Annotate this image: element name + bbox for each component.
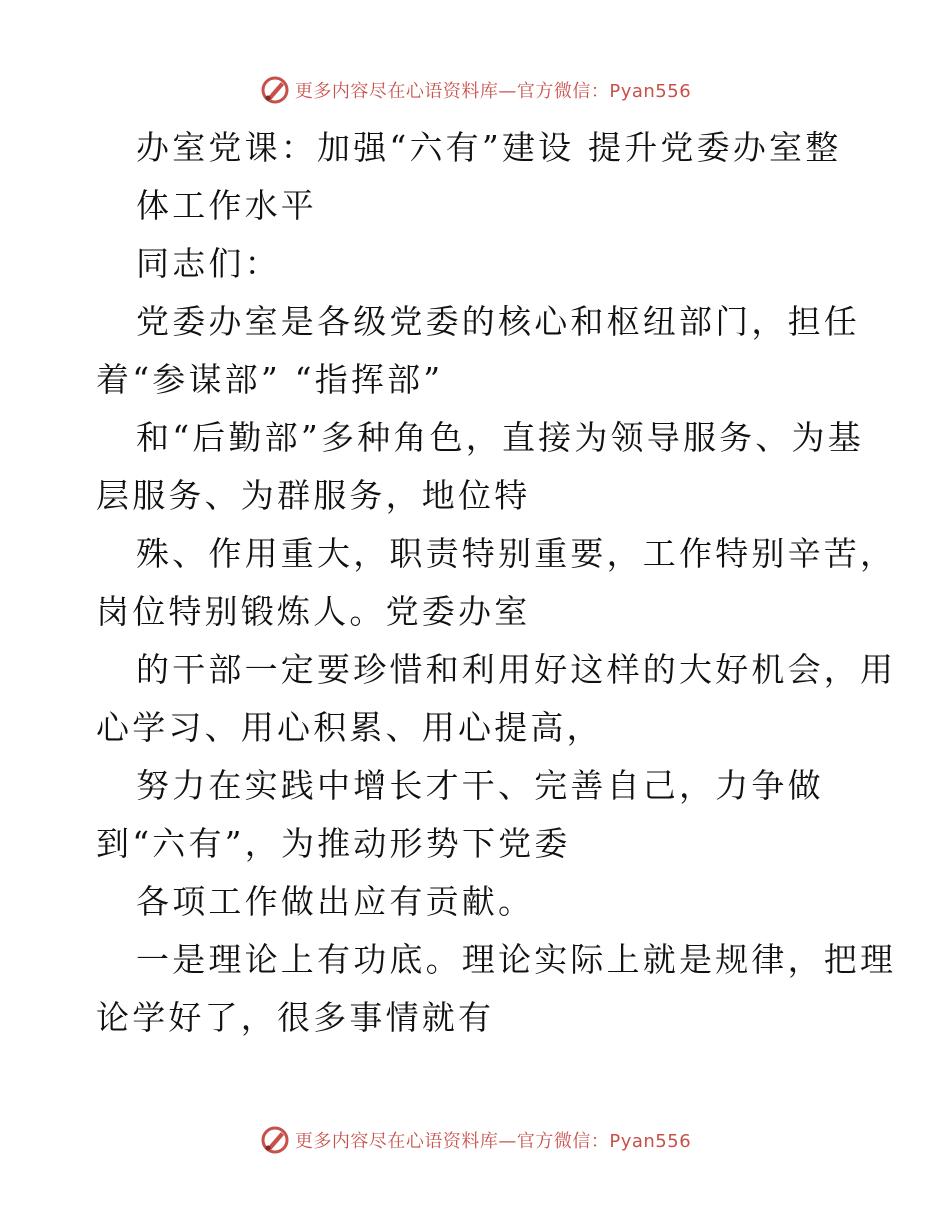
paragraph-line: 论学好了，很多事情就有 <box>96 998 495 1037</box>
paragraph-line: 党委办室是各级党委的核心和枢纽部门，担任 <box>136 302 860 341</box>
paragraph-line: 各项工作做出应有贡献。 <box>136 882 535 921</box>
paragraph-line: 的干部一定要珍惜和利用好这样的大好机会，用 <box>136 650 897 689</box>
paragraph-line: 到“六有”，为推动形势下党委 <box>96 824 571 863</box>
paragraph-line: 殊、作用重大，职责特别重要，工作特别辛苦， <box>136 534 897 573</box>
footer-watermark <box>0 1122 950 1158</box>
document-title-line-1: 办室党课：加强“六有”建设 提升党委办室整 <box>136 128 842 167</box>
paragraph-line: 努力在实践中增长才干、完善自己，力争做 <box>136 766 824 805</box>
paragraph-line: 层服务、为群服务，地位特 <box>96 476 531 515</box>
salutation: 同志们： <box>136 244 281 283</box>
brush-logo-icon <box>259 74 291 106</box>
paragraph-line: 岗位特别锻炼人。党委办室 <box>96 592 531 631</box>
paragraph-line: 心学习、用心积累、用心提高， <box>96 708 603 747</box>
paragraph-line: 着“参谋部” “指挥部” <box>96 360 444 399</box>
document-title-line-2: 体工作水平 <box>136 186 317 225</box>
watermark-text: 更多内容尽在心语资料库—官方微信：Pyan556 <box>294 81 692 102</box>
paragraph-line: 和“后勤部”多种角色，直接为领导服务、为基 <box>136 418 864 457</box>
header-watermark <box>0 72 950 108</box>
brush-logo-icon <box>259 1124 291 1156</box>
watermark-text: 更多内容尽在心语资料库—官方微信：Pyan556 <box>294 1131 692 1152</box>
paragraph-line: 一是理论上有功底。理论实际上就是规律，把理 <box>136 940 897 979</box>
